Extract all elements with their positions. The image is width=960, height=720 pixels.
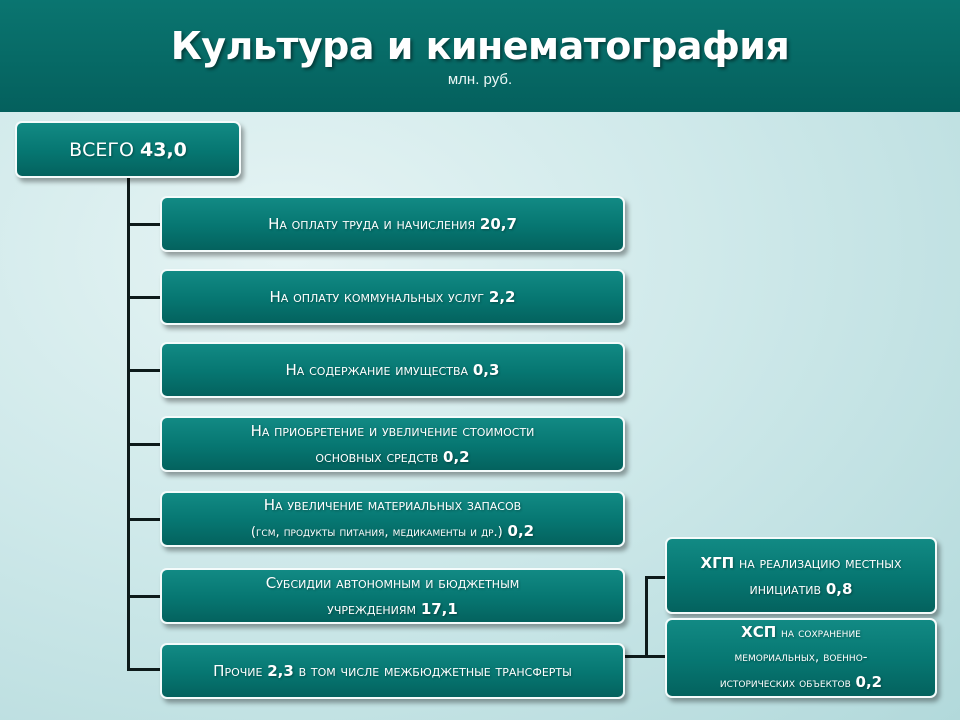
- item-4-line1: На приобретение и увеличение стоимости: [250, 422, 535, 440]
- item-1-value: 20,7: [479, 215, 517, 233]
- connector-5: [127, 518, 161, 521]
- sub-2-line2: мемориальных, военно-: [734, 650, 868, 665]
- units-subtitle: млн. руб.: [447, 71, 513, 88]
- item-box-6: [160, 568, 625, 624]
- item-1-text: На оплату труда и начисления: [268, 215, 476, 233]
- total-box: [15, 121, 241, 178]
- sub-2-line1: на сохранение: [781, 626, 861, 641]
- item-5-line1: На увеличение материальных запасов: [263, 496, 522, 514]
- connector-7: [127, 668, 161, 671]
- sub-1-line1: на реализацию местных: [738, 553, 902, 572]
- item-box-5: [160, 491, 625, 547]
- sub-1-value: 0,8: [825, 579, 853, 598]
- sub-box-hgp: [665, 537, 937, 614]
- item-4-line2: основных средств: [315, 448, 439, 466]
- item-2-text: На оплату коммунальных услуг: [269, 288, 485, 306]
- connector-3: [127, 369, 161, 372]
- item-7-text: Прочие: [213, 662, 263, 680]
- item-box-7: [160, 643, 625, 699]
- item-2-value: 2,2: [488, 288, 516, 306]
- title-banner: [0, 0, 960, 112]
- item-4-value: 0,2: [443, 448, 470, 466]
- connector-6: [127, 595, 161, 598]
- total-value: 43,0: [140, 138, 187, 161]
- item-box-1: [160, 196, 625, 252]
- sub-connector-out: [624, 655, 646, 658]
- item-6-value: 17,1: [420, 600, 458, 618]
- item-6-line2: учреждениям: [327, 600, 417, 618]
- sub-connector-1: [645, 576, 666, 579]
- item-3-value: 0,3: [472, 361, 500, 379]
- sub-connector-2: [645, 655, 666, 658]
- item-5-line2: (гсм, продукты питания, медикаменты и др.): [250, 525, 503, 540]
- total-label: ВСЕГО: [69, 138, 134, 161]
- sub-2-value: 0,2: [855, 673, 883, 691]
- connector-1: [127, 223, 161, 226]
- connector-2: [127, 296, 161, 299]
- item-box-2: [160, 269, 625, 325]
- page-title: Культура и кинематография: [170, 24, 790, 68]
- sub-trunk-line: [645, 576, 648, 658]
- item-5-value: 0,2: [507, 522, 535, 540]
- item-7-subtext: в том числе межбюджетные трансферты: [298, 662, 572, 680]
- sub-box-hsp: [665, 618, 937, 698]
- sub-1-abbr: ХГП: [700, 553, 735, 572]
- item-7-value: 2,3: [267, 662, 294, 680]
- sub-1-line2: инициатив: [749, 579, 822, 598]
- sub-2-abbr: ХСП: [741, 623, 777, 641]
- item-6-line1: Субсидии автономным и бюджетным: [265, 574, 520, 592]
- item-box-4: [160, 416, 625, 472]
- connector-4: [127, 443, 161, 446]
- sub-2-line3: исторических объектов: [719, 676, 851, 691]
- item-box-3: [160, 342, 625, 398]
- item-3-text: На содержание имущества: [285, 361, 469, 379]
